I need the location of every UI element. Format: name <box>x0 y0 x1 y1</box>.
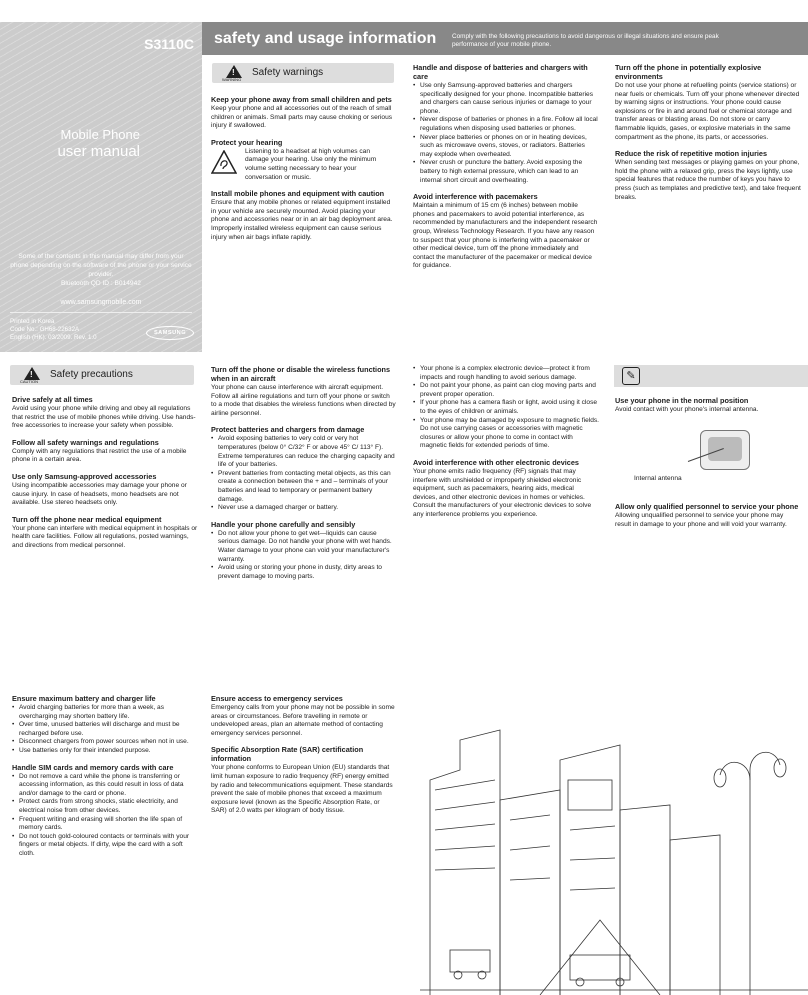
printed-in: Printed in Korea <box>10 318 55 325</box>
section-title: Handle your phone carefully and sensibly <box>211 519 356 529</box>
service-column <box>615 502 801 536</box>
bullet-list <box>413 365 599 451</box>
section-title: Follow all safety warnings and regulations <box>12 437 159 447</box>
section-title: Protect your hearing <box>211 137 283 147</box>
edition: English (HK). 03/2009. Rev. 1.0 <box>10 334 97 341</box>
bullet-list <box>211 530 397 582</box>
list-item: • Do not paint your phone, as paint can clog moving parts and prevent proper operation. <box>413 382 599 399</box>
section-title: Turn off the phone near medical equipment <box>12 514 162 524</box>
section-body: Using incompatible accessories may damage your phone or cause injury. In case of headsets, mono headsets are not available. Use stereo headsets only. <box>12 481 187 507</box>
list-item: • Do not allow your phone to get wet—liquids can cause serious damage. Do not handle your phone with wet hands. Water damage to your phone can void your manufacturer's warranty. <box>211 530 397 564</box>
caution-icon-label: CAUTION <box>20 379 38 384</box>
section-title: Specific Absorption Rate (SAR) certification information <box>211 745 364 764</box>
list-item: • Your phone is a complex electronic device—protect it from impacts and rough handling to avoid serious damage. <box>413 365 599 382</box>
safety-warnings-title: Safety warnings <box>252 67 324 78</box>
section-title: Ensure maximum battery and charger life <box>12 694 156 703</box>
section-body: Listening to a headset at high volumes can damage your hearing. Use only the minimum volume setting necessary to hear your conversation or music. <box>245 147 377 181</box>
list-item: • Do not touch gold-coloured contacts or terminals with your fingers or metal objects. If dirty, wipe the card with a soft cloth. <box>12 833 198 859</box>
section-body: Avoid contact with your phone's internal antenna. <box>615 406 759 413</box>
cover-note-text: Some of the contents in this manual may differ from your phone depending on the software of the phone or your service provider. <box>10 253 192 278</box>
bullet-list <box>12 704 198 756</box>
safety-precautions-title: Safety precautions <box>50 369 133 380</box>
section-title: Use your phone in the normal position <box>615 396 749 405</box>
section-title: Turn off the phone or disable the wireless functions when in an aircraft <box>211 365 391 383</box>
list-item: • Avoid charging batteries for more than a week, as overcharging may shorten battery life. <box>12 704 198 721</box>
section-body: When sending text messages or playing games on your phone, hold the phone with a relaxed grip, press the keys lightly, use special features that reduce the number of keys you have to press (such as templates and predictive text), and take frequent breaks. <box>615 159 801 201</box>
precautions-column <box>12 395 198 558</box>
warning-icon-label: WARNING <box>222 77 242 82</box>
hearing-warning-icon <box>211 150 237 174</box>
list-item: • Do not remove a card while the phone is transferring or accessing information, as this could result in loss of data and/or damage to the card or phone. <box>12 773 198 799</box>
list-item: • Never use a damaged charger or battery. <box>211 504 397 513</box>
note-icon: ✎ <box>622 367 640 385</box>
section-body: Your phone can cause interference with aircraft equipment. Follow all airline regulations and turn off your phone or switch to a mode that disables the wireless functions when directed by airline personnel. <box>211 384 396 417</box>
list-item: • Disconnect chargers from power sources when not in use. <box>12 738 198 747</box>
bluetooth-id: Bluetooth QD ID : B014942 <box>61 280 141 287</box>
header-bar <box>202 22 808 55</box>
safety-precautions-label <box>10 365 194 385</box>
aircraft-column <box>211 365 397 588</box>
list-item: • Prevent batteries from contacting metal objects, as this can create a connection between the + and – terminals of your batteries and lead to temporary or permanent battery damage. <box>211 470 397 504</box>
section-title: Use only Samsung-approved accessories <box>12 471 157 481</box>
warnings-column <box>211 95 395 249</box>
section-title: Keep your phone away from small children and pets <box>211 95 392 104</box>
website: www.samsungmobile.com <box>60 299 142 306</box>
section-title: Drive safely at all times <box>12 395 93 404</box>
normal-position-column <box>615 396 801 422</box>
battery-life-column <box>12 694 198 866</box>
list-item: • Protect cards from strong shocks, static electricity, and electrical noise from other devices. <box>12 798 198 815</box>
model-number: S3110C <box>144 36 194 52</box>
list-item: • Use batteries only for their intended purpose. <box>12 747 198 756</box>
antenna-area <box>708 437 742 461</box>
safety-warnings-label <box>212 63 394 83</box>
list-item: • Never crush or puncture the battery. Avoid exposing the battery to high external pressure, which can lead to an internal short circuit and overheating. <box>413 159 599 185</box>
section-body: Your phone can interfere with medical equipment in hospitals or health care facilities. Follow all regulations, posted warnings, and directions from medical personnel. <box>12 524 198 549</box>
section-body: Emergency calls from your phone may not be possible in some areas or circumstances. Before travelling in remote or undeveloped areas, plan an alternate method of contacting emergency services personnel. <box>211 704 395 737</box>
section-body: Comply with any regulations that restrict the use of a mobile phone in a certain area. <box>12 447 187 464</box>
section-title: Allow only qualified personnel to service your phone <box>615 502 799 511</box>
section-body: Do not use your phone at refuelling points (service stations) or near fuels or chemicals. Turn off your phone whenever directed by warning signs or instructions. Your phone could cause explosions or fire in and around fuel or chemical storage and transfer areas or blasting areas. Do not store or carry flammable liquids, gases, or explosive materials in the same compartment as the phone, its parts, or accessories. <box>615 82 800 141</box>
section-title: Turn off the phone in potentially explosive environments <box>615 63 762 81</box>
hearing-block <box>211 148 395 182</box>
cover-title-line2: user manual <box>57 143 140 160</box>
section-body: Ensure that any mobile phones or related equipment installed in your vehicle are securely mounted. Avoid placing your phone and accessories near or in an air bag deployment area. Improperly installed wireless equipment can cause serious injury when air bags inflate rapidly. <box>211 199 393 241</box>
section-title: Reduce the risk of repetitive motion injuries <box>615 149 768 159</box>
cover-panel <box>0 22 202 352</box>
samsung-logo: SAMSUNG <box>146 326 194 340</box>
explosive-column <box>615 63 801 209</box>
list-item: • Use only Samsung-approved batteries and chargers specifically designed for your phone. Incompatible batteries and chargers can cause serious injuries or damage to your phone. <box>413 82 599 116</box>
section-title: Ensure access to emergency services <box>211 694 343 703</box>
page-title: safety and usage information <box>214 30 437 47</box>
bullet-list <box>413 82 599 185</box>
city-street-illustration <box>420 720 808 995</box>
section-title: Install mobile phones and equipment with caution <box>211 189 385 199</box>
note-bar <box>614 365 808 387</box>
list-item: • Your phone may be damaged by exposure to magnetic fields. Do not use carrying cases or accessories with magnetic closures or allow your phone to come in contact with magnetic fields for extended periods of time. <box>413 417 599 451</box>
section-body: Keep your phone and all accessories out of the reach of small children or animals. Small parts may cause choking or serious injury if swallowed. <box>211 105 393 130</box>
section-body: Your phone conforms to European Union (EU) standards that limit human exposure to radio frequency (RF) energy emitted by radio and telecommunications equipment. These standards prevent the sale of mobile phones that exceed a maximum exposure level (known as the Specific Absorption Rate, or SAR) of 2.0 watts per kilogram of body tissue. <box>211 764 393 815</box>
list-item: • Over time, unused batteries will discharge and must be recharged before use. <box>12 721 198 738</box>
list-item: • Never place batteries or phones on or in heating devices, such as microwave ovens, stoves, or radiators. Batteries may explode when overheated. <box>413 134 599 160</box>
section-title: Protect batteries and chargers from damage <box>211 425 365 435</box>
list-item: • If your phone has a camera flash or light, avoid using it close to the eyes of children or animals. <box>413 399 599 416</box>
bullet-list <box>12 773 198 859</box>
batteries-column <box>413 63 599 278</box>
bullet-list <box>211 435 397 512</box>
section-body: Avoid using your phone while driving and obey all regulations that restrict the use of mobile phones while driving. Use hands-free accessories to increase your safety when possible. <box>12 405 196 430</box>
list-item: • Avoid using or storing your phone in dusty, dirty areas to prevent damage to moving parts. <box>211 564 397 581</box>
emergency-column <box>211 694 397 823</box>
device-care-column <box>413 365 599 527</box>
section-body: Maintain a minimum of 15 cm (6 inches) between mobile phones and pacemakers to avoid potential interference, as recommended by manufacturers and the independent research group, Wireless Technology Research. If you have any reason to suspect that your phone is interfering with a pacemaker or other medical device, turn off the phone immediately and contact the manufacturer of the pacemaker or medical device for guidance. <box>413 202 598 270</box>
cover-title-line1: Mobile Phone <box>60 127 140 142</box>
section-title: Handle SIM cards and memory cards with care <box>12 762 174 772</box>
section-body: Allowing unqualified personnel to service your phone may result in damage to your phone and will void your warranty. <box>615 512 787 528</box>
section-body: Your phone emits radio frequency (RF) signals that may interfere with unshielded or improperly shielded electronic equipment, such as pacemakers, hearing aids, medical devices, and other electronic devices in homes or vehicles. Consult the manufacturers of your electronic devices to solve any interference problems you experience. <box>413 467 592 518</box>
cover-note <box>10 252 192 288</box>
list-item: • Frequent writing and erasing will shorten the life span of memory cards. <box>12 816 198 833</box>
list-item: • Never dispose of batteries or phones in a fire. Follow all local regulations when disposing used batteries or phones. <box>413 116 599 133</box>
header-subtitle: Comply with the following precautions to avoid dangerous or illegal situations and ensure peak performance of your mobile phone. <box>452 33 719 48</box>
section-title: Avoid interference with pacemakers <box>413 192 538 202</box>
section-title: Handle and dispose of batteries and chargers with care <box>413 63 588 81</box>
code-number: Code No.: GH68-22632A <box>10 326 80 333</box>
antenna-label: Internal antenna <box>634 475 682 482</box>
cover-divider <box>10 312 192 313</box>
list-item: • Avoid exposing batteries to very cold or very hot temperatures (below 0° C/32° F or above 45° C/ 113° F). Extreme temperatures can reduce the charging capacity and life of your batteries. <box>211 435 397 469</box>
section-title: Avoid interference with other electronic devices <box>413 457 579 467</box>
print-info <box>10 318 97 342</box>
